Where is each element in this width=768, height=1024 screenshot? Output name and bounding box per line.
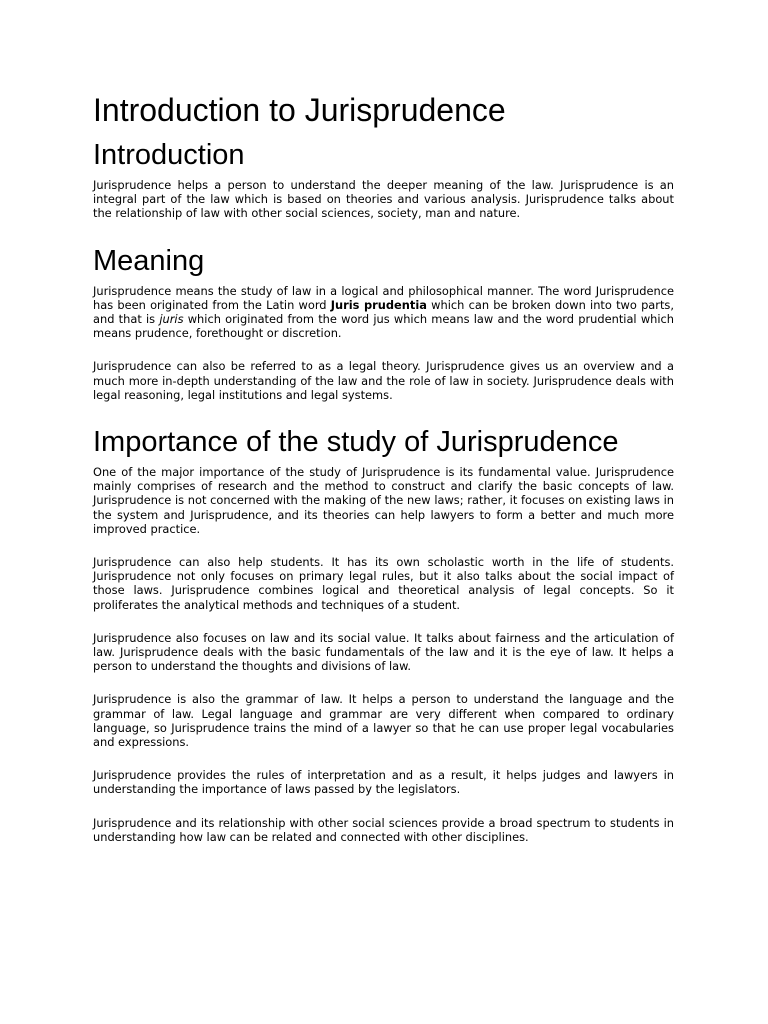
document-page — [93, 88, 674, 863]
paragraph: Jurisprudence is also the grammar of law. It helps a person to understand the language and the grammar of law. Legal language and grammar are very different when compared to ordinary language, so Jurisprudence trains the mind of a lawyer so that he can use proper legal vocabularies and expressions. — [93, 692, 674, 750]
paragraph: Jurisprudence can also help students. It has its own scholastic worth in the life of students. Jurisprudence not only focuses on primary legal rules, but it also talks about the social impact of those laws. Jurisprudence combines logical and theoretical analysis of legal concepts. So it proliferates the analytical methods and techniques of a student. — [93, 555, 674, 612]
paragraph-text: which originated from the word jus which means law and the word prudential which means prudence, forethought or discretion. — [93, 312, 674, 341]
paragraph: Jurisprudence can also be referred to as a legal theory. Jurisprudence gives us an overview and a much more in-depth understanding of the law and the role of law in society. Jurisprudence deals with legal reasoning, legal institutions and legal systems. — [93, 359, 674, 402]
section-importance — [93, 425, 674, 844]
section-heading-introduction: Introduction — [93, 139, 245, 171]
document-title: Introduction to Jurisprudence — [93, 92, 506, 128]
paragraph-text: which can be broken down into two parts, and that is — [93, 297, 674, 327]
italic-term: juris — [159, 312, 184, 327]
paragraph: One of the major importance of the study of Jurisprudence is its fundamental value. Jurisprudence mainly comprises of research and the method to construct and clarify the basic concepts of law. Jurisprudence is not concerned with the making of the new laws; rather, it focuses on existing laws in the system and Jurisprudence, and its theories can help lawyers to form a better and much more improved practice. — [93, 465, 674, 536]
paragraph — [93, 284, 674, 341]
paragraph-text: Jurisprudence means the study of law in a logical and philosophical manner. The word Jurisprudence has been originated from the Latin word — [93, 283, 674, 312]
paragraph: Jurisprudence also focuses on law and its social value. It talks about fairness and the articulation of law. Jurisprudence deals with the basic fundamentals of the law and it is the eye of law. It helps a person to understand the thoughts and divisions of law. — [93, 630, 674, 674]
section-heading-importance: Importance of the study of Jurisprudence — [93, 426, 619, 459]
section-heading-meaning: Meaning — [93, 244, 205, 277]
paragraph: Jurisprudence helps a person to understand the deeper meaning of the law. Jurisprudence is an integral part of the law which is based on theories and various analysis. Jurisprudence talks about the relationship of law with other social sciences, society, man and nature. — [93, 178, 674, 221]
paragraph: Jurisprudence and its relationship with other social sciences provide a broad spectrum to students in understanding how law can be related and connected with other disciplines. — [93, 815, 674, 844]
paragraph: Jurisprudence provides the rules of interpretation and as a result, it helps judges and lawyers in understanding the importance of laws passed by the legislators. — [93, 768, 674, 797]
bold-term: Juris prudentia — [330, 297, 427, 312]
section-introduction — [93, 138, 674, 221]
section-meaning — [93, 244, 674, 402]
